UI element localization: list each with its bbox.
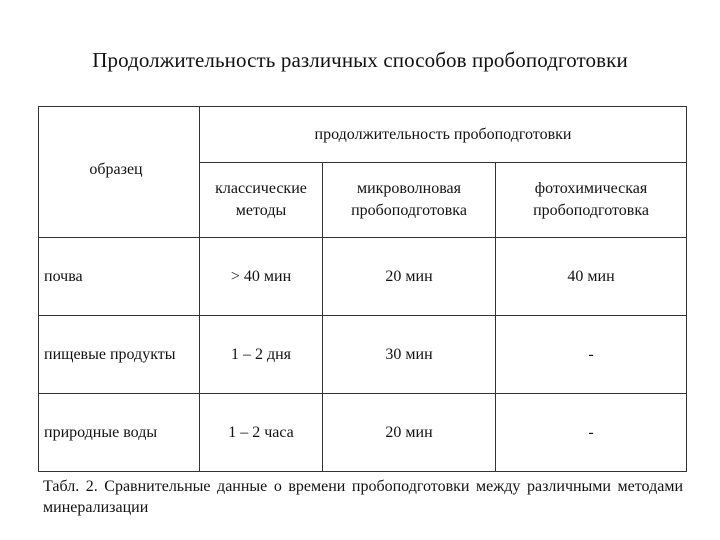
table-row bbox=[39, 238, 687, 316]
table-cell: - bbox=[496, 316, 687, 394]
table-row bbox=[39, 316, 687, 394]
method-header-photochemical: фотохимическая пробоподготовка bbox=[496, 163, 687, 238]
duration-group-header: продолжительность пробоподготовки bbox=[200, 107, 687, 163]
table-cell: 20 мин bbox=[323, 238, 496, 316]
table-cell: - bbox=[496, 394, 687, 472]
table-cell: 1 – 2 часа bbox=[200, 394, 323, 472]
row-label: пищевые продукты bbox=[39, 316, 200, 394]
duration-table bbox=[38, 106, 687, 472]
method-header-classic: классические методы bbox=[200, 163, 323, 238]
table-cell: 30 мин bbox=[323, 316, 496, 394]
table-cell: 20 мин bbox=[323, 394, 496, 472]
row-label: почва bbox=[39, 238, 200, 316]
sample-header-cell bbox=[39, 107, 200, 238]
slide-title: Продолжительность различных способов пробоподготовки bbox=[92, 48, 628, 72]
method-header-microwave: микроволновая пробоподготовка bbox=[323, 163, 496, 238]
row-label: природные воды bbox=[39, 394, 200, 472]
table-cell: 40 мин bbox=[496, 238, 687, 316]
table-caption: Табл. 2. Сравнительные данные о времени пробоподготовки между различными методами минерализации bbox=[43, 478, 683, 516]
table-header-row bbox=[39, 107, 687, 163]
sample-header: образец bbox=[89, 161, 143, 178]
table-cell: > 40 мин bbox=[200, 238, 323, 316]
table-row bbox=[39, 394, 687, 472]
table-cell: 1 – 2 дня bbox=[200, 316, 323, 394]
